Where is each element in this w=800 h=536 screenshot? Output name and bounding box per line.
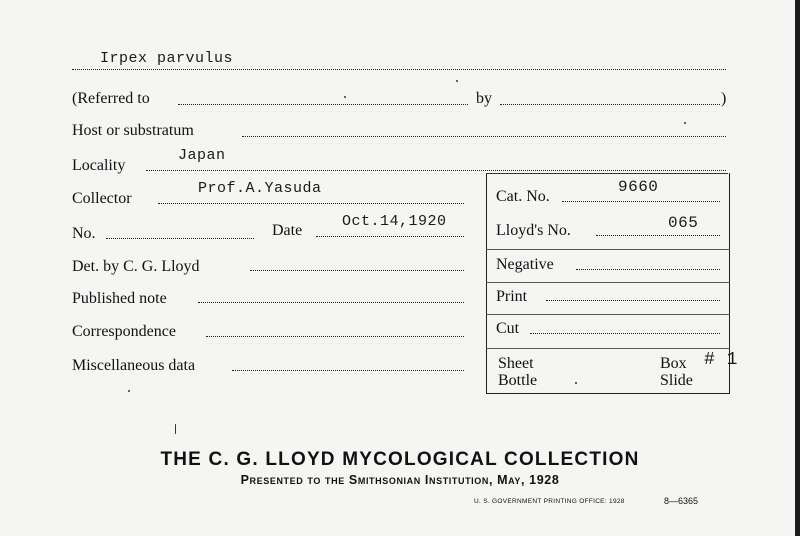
print-line <box>546 300 720 301</box>
cat-no-line <box>562 201 720 202</box>
no-label: No. <box>72 225 96 242</box>
species-name: Irpex parvulus <box>100 50 234 67</box>
scan-speck <box>684 122 686 124</box>
scan-speck <box>456 80 458 82</box>
date-label: Date <box>272 222 303 239</box>
scan-edge <box>795 0 800 536</box>
cat-no-value: 9660 <box>618 178 659 196</box>
referred-to-line <box>178 104 468 105</box>
form-code: 8—6365 <box>664 496 699 506</box>
printing-office-note: U. S. GOVERNMENT PRINTING OFFICE: 1928 <box>474 498 625 505</box>
negative-line <box>576 269 720 270</box>
locality-value: Japan <box>178 147 226 164</box>
locality-label: Locality <box>72 157 126 174</box>
date-line <box>316 236 464 237</box>
lloyds-no-line <box>596 235 720 236</box>
scan-speck <box>128 390 130 392</box>
by-label: by <box>476 90 492 107</box>
slide-label: Slide <box>660 372 693 389</box>
box-separator-1 <box>486 249 730 250</box>
lloyds-no-value: 065 <box>668 214 699 232</box>
by-line <box>500 104 720 105</box>
collector-line <box>158 203 464 204</box>
box-number-value: # 1 <box>704 350 738 370</box>
close-paren: ) <box>721 90 727 107</box>
no-line <box>106 238 254 239</box>
collection-subtitle: Presented to the Smithsonian Institution, May, 1928 <box>240 473 560 487</box>
cut-line <box>530 333 720 334</box>
cat-no-label: Cat. No. <box>496 188 550 205</box>
species-line <box>72 69 726 70</box>
box-label: Box <box>660 355 687 372</box>
correspondence-line <box>206 336 464 337</box>
scan-speck <box>575 382 577 384</box>
correspondence-label: Correspondence <box>72 323 176 340</box>
published-note-line <box>198 302 464 303</box>
det-by-line <box>250 270 464 271</box>
collection-title: THE C. G. LLOYD MYCOLOGICAL COLLECTION <box>160 449 640 470</box>
scan-speck <box>175 424 176 434</box>
print-label: Print <box>496 288 528 305</box>
cut-label: Cut <box>496 320 520 337</box>
host-line <box>242 136 726 137</box>
box-separator-3 <box>486 314 730 315</box>
box-separator-4 <box>486 348 730 349</box>
box-separator-2 <box>486 282 730 283</box>
collector-value: Prof.A.Yasuda <box>198 180 322 197</box>
locality-line <box>146 170 726 171</box>
misc-data-line <box>232 370 464 371</box>
sheet-label: Sheet <box>498 355 534 372</box>
bottle-label: Bottle <box>498 372 538 389</box>
negative-label: Negative <box>496 256 554 273</box>
misc-data-label: Miscellaneous data <box>72 357 196 374</box>
catalog-box-top <box>486 173 728 174</box>
scan-speck <box>344 96 346 98</box>
det-by-label: Det. by C. G. Lloyd <box>72 258 200 275</box>
host-label: Host or substratum <box>72 122 194 139</box>
referred-to-label: (Referred to <box>72 90 150 107</box>
published-note-label: Published note <box>72 290 167 307</box>
date-value: Oct.14,1920 <box>342 213 447 230</box>
collector-label: Collector <box>72 190 132 207</box>
lloyds-no-label: Lloyd's No. <box>496 222 571 239</box>
